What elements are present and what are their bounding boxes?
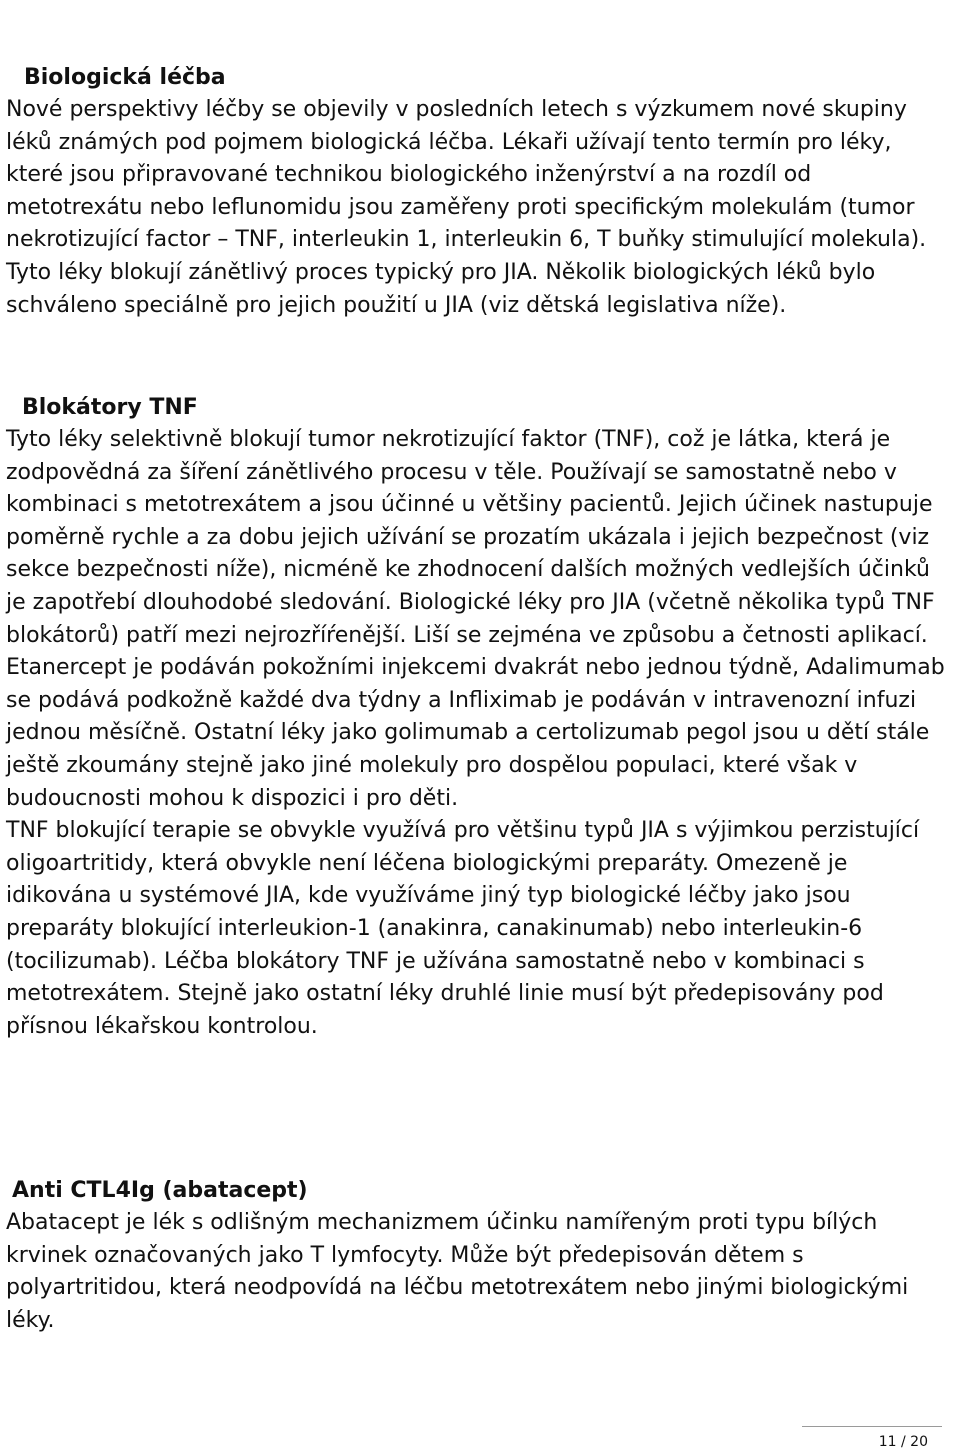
- section-heading: Blokátory TNF: [22, 395, 198, 420]
- section-anti-ctl4ig: [6, 1175, 954, 1337]
- section-heading: Anti CTL4Ig (abatacept): [12, 1178, 308, 1203]
- section-blokatory-tnf: [6, 392, 954, 1043]
- section-paragraph: TNF blokující terapie se obvykle využívá pro většinu typů JIA s výjimkou perzistující oligoartritidy, která obvykle není léčena biologickými preparáty. Omezeně je idikována u systémové JIA, kde využíváme jiný typ biologické léčby jako jsou preparáty blokující interleukion-1 (anakinra, canakinumab) nebo interleukin-6 (tocilizumab). Léčba blokátory TNF je užívána samostatně nebo v kombinaci s metotrexátem. Stejně jako ostatní léky druhlé linie musí být předepisovány pod přísnou lékařskou kontrolou.: [6, 818, 920, 1039]
- footer-divider: [802, 1426, 942, 1427]
- section-paragraph: Nové perspektivy léčby se objevily v posledních letech s výzkumem nové skupiny léků známých pod pojmem biologická léčba. Lékaři užívají tento termín pro léky, které jsou připravované technikou biologického inženýrství a na rozdíl od metotrexátu nebo leflunomidu jsou zaměřeny proti specifickým molekulám (tumor nekrotizující factor – TNF, interleukin 1, interleukin 6, T buňky stimulující molekula). Tyto léky blokují zánětlivý proces typický pro JIA. Několik biologických léků bylo schváleno speciálně pro jejich použití u JIA (viz dětská legislativa níže).: [6, 97, 927, 318]
- page-footer: [0, 1426, 960, 1454]
- section-paragraph: Tyto léky selektivně blokují tumor nekrotizující faktor (TNF), což je látka, která je zodpovědná za šíření zánětlivého procesu v těle. Používají se samostatně nebo v kombinaci s metotrexátem a jsou účinné u většiny pacientů. Jejich účinek nastupuje poměrně rychle a za dobu jejich užívání se prozatím ukázala i jejich bezpečnost (viz sekce bezpečnosti níže), nicméně ke zhodnocení dalších možných vedlejších účinků je zapotřebí dlouhodobé sledování. Biologické léky pro JIA (včetně několika typů TNF blokátorů) patří mezi nejrozříŕenější. Liší se zejména ve způsobu a četnosti aplikací. Etanercept je podáván pokožními injekcemi dvakrát nebo jednou týdně, Adalimumab se podává podkožně každé dva týdny a Infliximab je podáván v intravenozní infuzi jednou měsíčně. Ostatní léky jako golimumab a certolizumab pegol jsou u dětí stále ještě zkoumány stejně jako jiné molekuly pro dospělou populaci, které však v budoucnosti mohou k dispozici i pro děti.: [6, 427, 945, 811]
- section-paragraph: Abatacept je lék s odlišným mechanizmem účinku namířeným proti typu bílých krvinek označovaných jako T lymfocyty. Může být předepisován dětem s polyartritidou, která neodpovídá na léčbu metotrexátem nebo jinými biologickými léky.: [6, 1210, 909, 1333]
- page-number: 11 / 20: [878, 1434, 928, 1450]
- section-biologicka-lecba: [6, 62, 954, 322]
- section-heading: Biologická léčba: [24, 65, 226, 90]
